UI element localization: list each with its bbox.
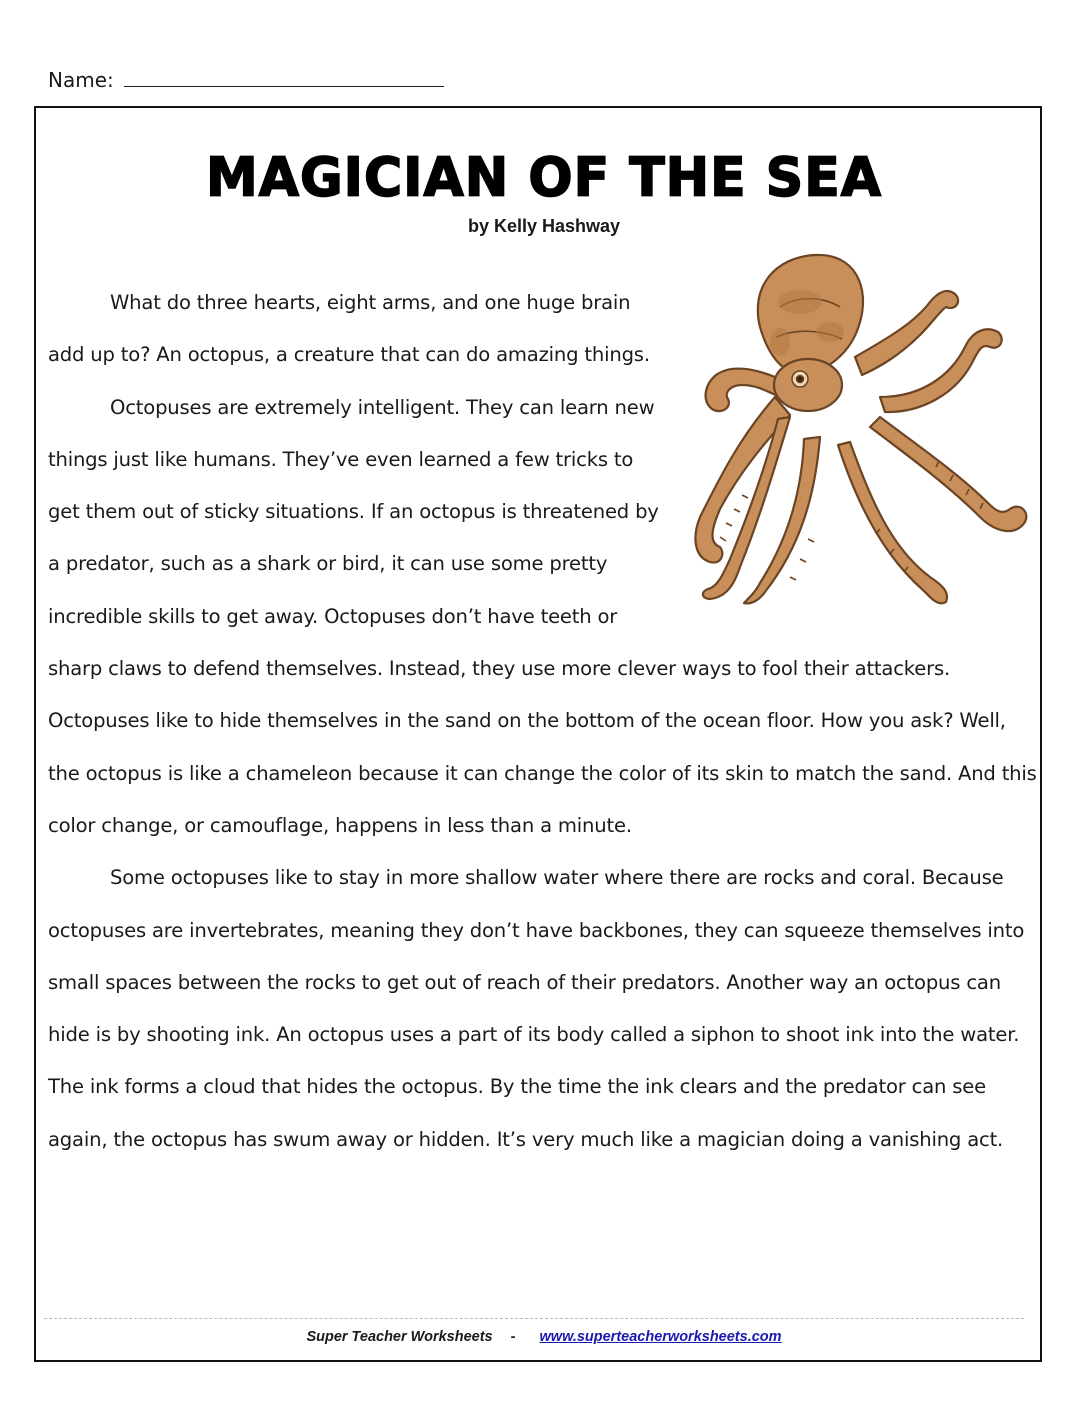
footer-brand: Super Teacher Worksheets bbox=[306, 1329, 493, 1345]
name-blank-line[interactable] bbox=[124, 68, 444, 87]
footer-separator: - bbox=[510, 1329, 516, 1345]
paragraph-1: What do three hearts, eight arms, and one huge brain add up to? An octopus, a creature that can do amazing things. bbox=[48, 291, 650, 367]
paragraph-2: Octopuses are extremely intelligent. They can learn new things just like humans. They’ve even learned a few tricks to get them out of sticky situations. If an octopus is threatened by a predator, such as a shark or bird, it can use some pretty incredible skills to get away. Octopuses don’t have teeth or sharp claws to defend themselves. Instead, they use more clever ways to fool their attackers. Octopuses like to hide themselves in the sand on the bottom of the ocean floor. How you ask? Well, the octopus is like a chameleon because it can change the color of its skin to match the sand. And this color change, or camouflage, happens in less than a minute. bbox=[48, 395, 1037, 837]
octopus-illustration bbox=[680, 247, 1040, 617]
paragraph-3: Some octopuses like to stay in more shallow water where there are rocks and coral. Because octopuses are invertebrates, meaning they don’t have backbones, they can squeeze themselves into small spaces between the rocks to get out of reach of their predators. Another way an octopus can hide is by shooting ink. An octopus uses a part of its body called a siphon to shoot ink into the water. The ink forms a cloud that hides the octopus. By the time the ink clears and the predator can see again, the octopus has swum away or hidden. It’s very much like a magician doing a vanishing act. bbox=[48, 866, 1025, 1151]
name-field bbox=[48, 68, 444, 92]
footer bbox=[0, 1329, 1088, 1345]
footer-website-link[interactable]: www.superteacherworksheets.com bbox=[539, 1329, 782, 1345]
name-label: Name: bbox=[48, 68, 114, 92]
footer-divider bbox=[44, 1318, 1024, 1319]
story-body bbox=[48, 277, 1038, 1166]
author-byline: by Kelly Hashway bbox=[467, 216, 621, 236]
worksheet-title: MAGICIAN OF THE SEA bbox=[205, 147, 883, 209]
